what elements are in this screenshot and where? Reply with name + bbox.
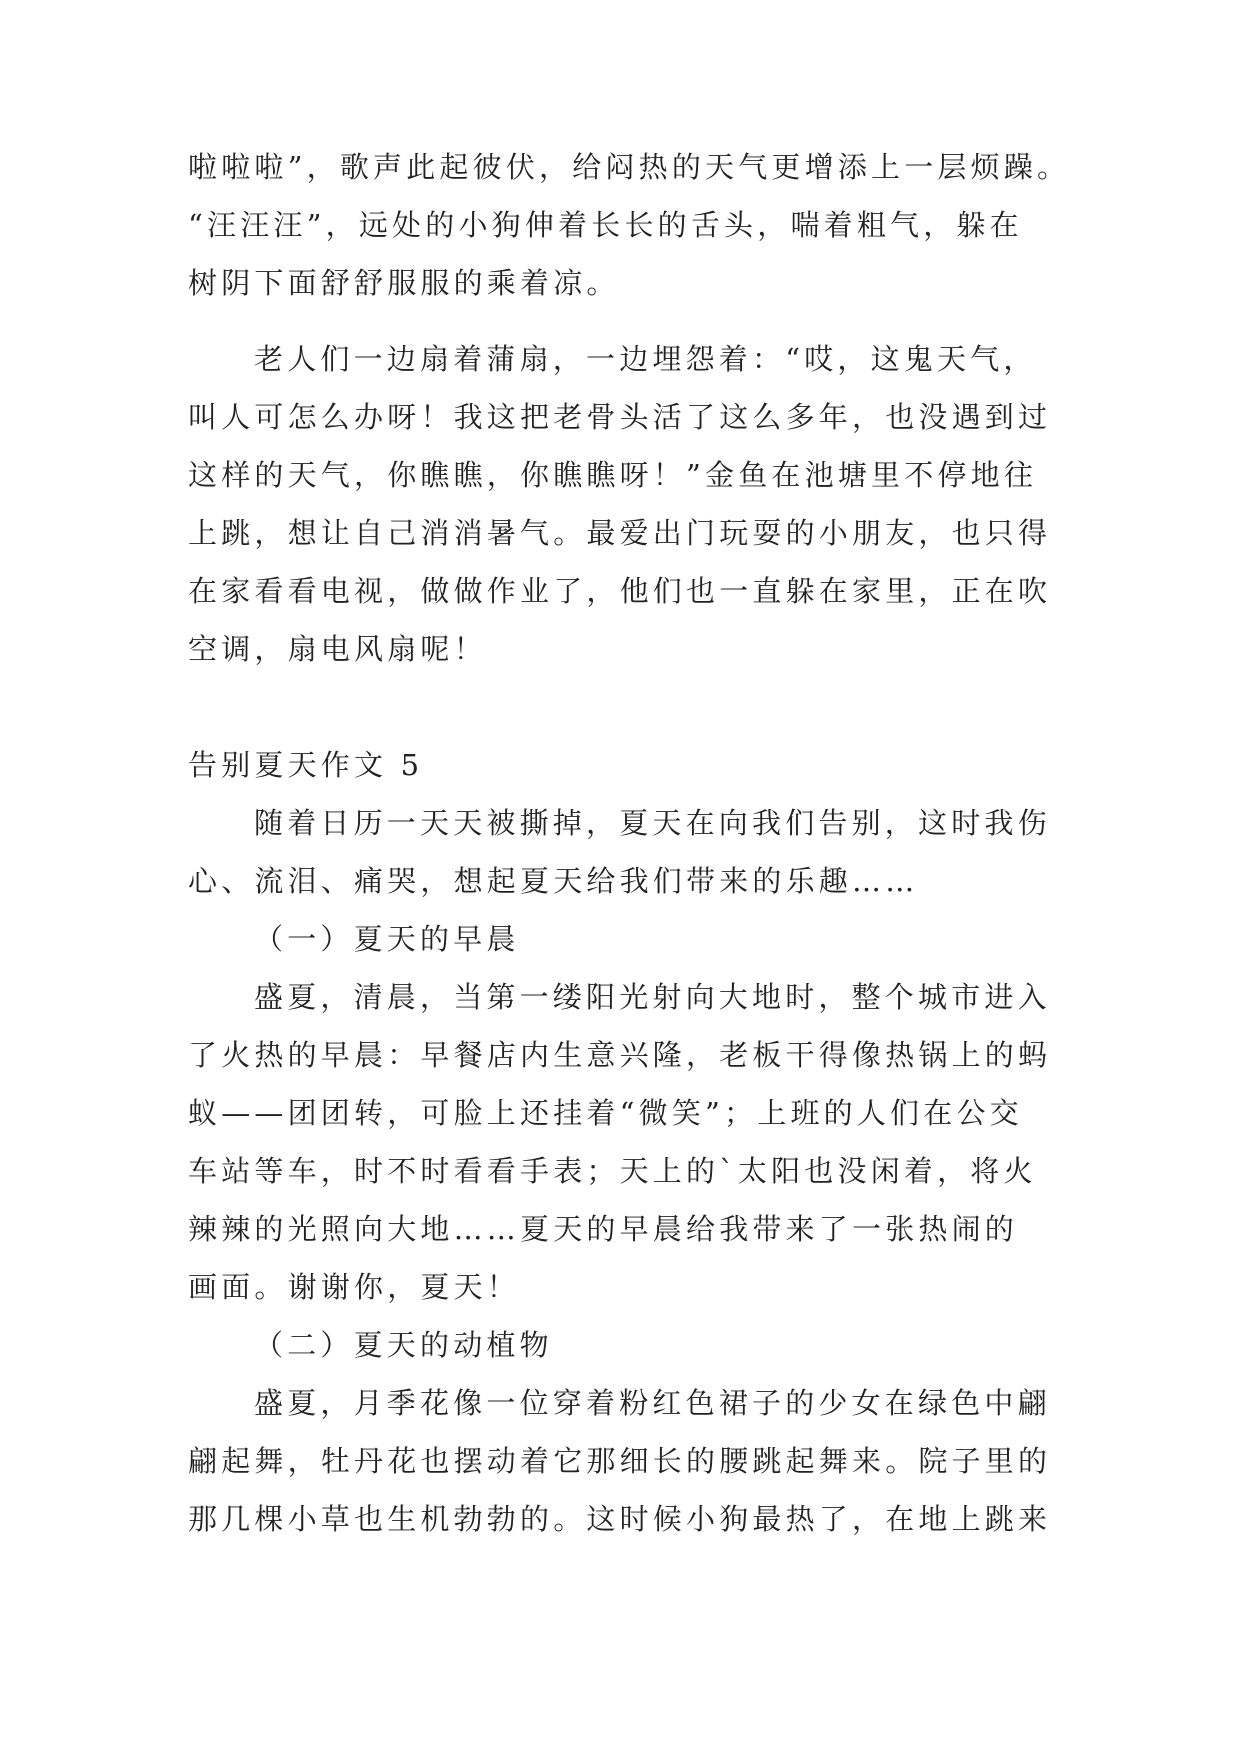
body-text-line: 翩起舞，牡丹花也摆动着它那细长的腰跳起舞来。院子里的 [188,1444,1052,1478]
body-text-line: “汪汪汪”，远处的小狗伸着长长的舌头，喘着粗气，躲在 [188,208,1023,242]
body-text-line: 空调，扇电风扇呢！ [188,632,487,666]
body-text-line: 蚁——团团转，可脸上还挂着“微笑”；上班的人们在公交 [188,1096,1023,1130]
body-text-line: 辣辣的光照向大地……夏天的早晨给我带来了一张热闹的 [188,1212,1019,1246]
section-title: 告别夏天作文 5 [188,748,424,782]
body-text-line: 随着日历一天天被撕掉，夏天在向我们告别，这时我伤 [254,806,1051,840]
body-text-line: 叫人可怎么办呀！我这把老骨头活了这么多年，也没遇到过 [188,400,1052,434]
body-text-line: 树阴下面舒舒服服的乘着凉。 [188,266,620,300]
body-text-line: 在家看看电视，做做作业了，他们也一直躲在家里，正在吹 [188,574,1052,608]
body-text-line: 老人们一边扇着蒲扇，一边埋怨着：“哎，这鬼天气， [254,342,1037,376]
body-text-line: 盛夏，清晨，当第一缕阳光射向大地时，整个城市进入 [254,980,1051,1014]
body-text-line: 画面。谢谢你，夏天！ [188,1270,521,1304]
subheading: （二）夏天的动植物 [254,1328,553,1362]
body-text-line: 上跳，想让自己消消暑气。最爱出门玩耍的小朋友，也只得 [188,516,1052,550]
body-text-line: 盛夏，月季花像一位穿着粉红色裙子的少女在绿色中翩 [254,1386,1051,1420]
subheading: （一）夏天的早晨 [254,922,520,956]
body-text-line: 了火热的早晨：早餐店内生意兴隆，老板干得像热锅上的蚂 [188,1038,1052,1072]
body-text-line: 啦啦啦”，歌声此起彼伏，给闷热的天气更增添上一层烦躁。 [188,150,1071,184]
body-text-line: 车站等车，时不时看看手表；天上的`太阳也没闲着，将火 [188,1154,1037,1188]
body-text-line: 心、流泪、痛哭，想起夏天给我们带来的乐趣…… [188,864,919,898]
body-text-line: 这样的天气，你瞧瞧，你瞧瞧呀！”金鱼在池塘里不停地往 [188,458,1038,492]
body-text-line: 那几棵小草也生机勃勃的。这时候小狗最热了，在地上跳来 [188,1502,1052,1536]
